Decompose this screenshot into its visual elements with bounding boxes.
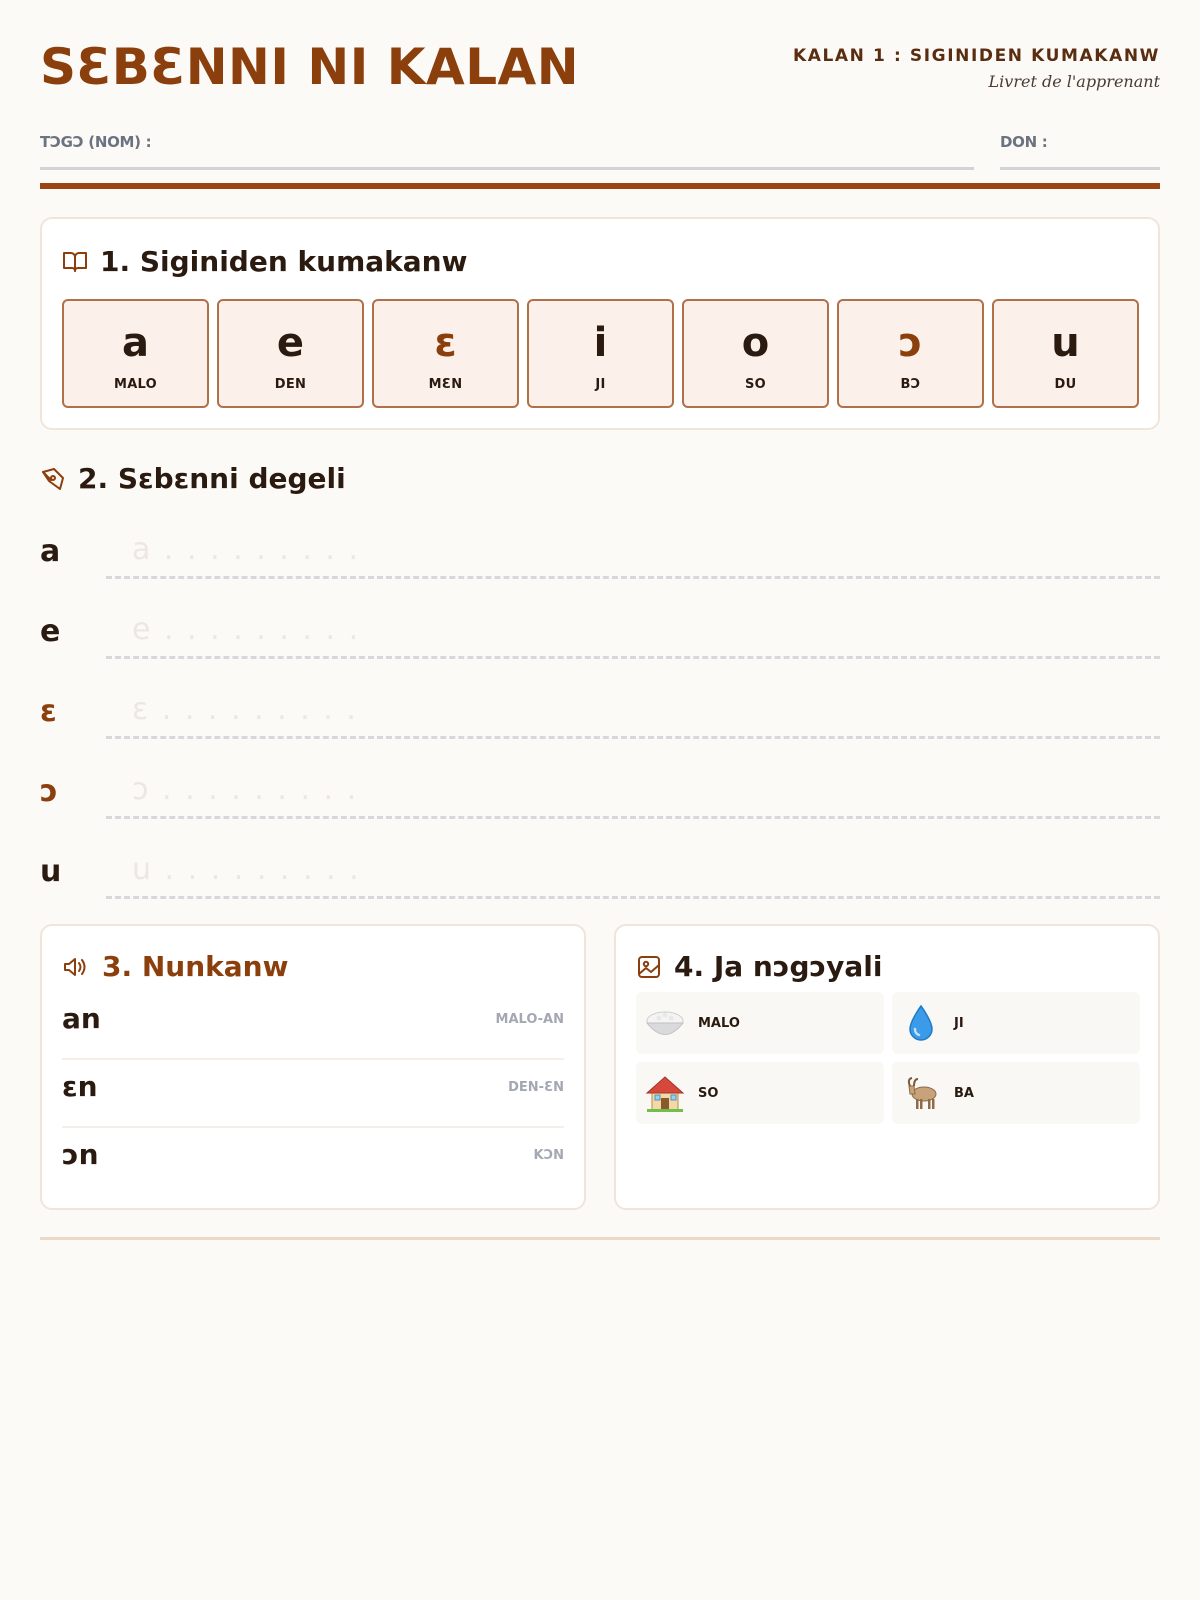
trace-line: [106, 816, 1160, 819]
pen-nib-icon: [40, 466, 66, 492]
vowel-word: SO: [744, 377, 766, 392]
trace-letter: u: [40, 854, 62, 889]
syllable-hint: DEN-ƐN: [508, 1080, 564, 1095]
picture-item[interactable]: [892, 992, 1140, 1054]
vowel-tile[interactable]: [682, 299, 829, 408]
syllable-hint: MALO-AN: [495, 1012, 564, 1027]
section-2-title: 2. Sɛbɛnni degeli: [78, 462, 346, 495]
water-drop-icon: [900, 1002, 942, 1044]
vowel-word: MƐN: [428, 377, 463, 392]
date-label: DON :: [1000, 133, 1048, 151]
picture-item[interactable]: [892, 1062, 1140, 1124]
section-3-title: 3. Nunkanw: [102, 950, 289, 983]
section-4-heading: [636, 950, 882, 983]
header-divider: [40, 183, 1160, 189]
syllable-row[interactable]: [62, 992, 564, 1060]
house-icon: [644, 1072, 686, 1114]
trace-guide: ɛ . . . . . . . . .: [132, 692, 358, 727]
trace-line: [106, 736, 1160, 739]
vowel-glyph: e: [276, 320, 305, 366]
vowel-glyph: o: [741, 320, 770, 366]
trace-guide: e . . . . . . . . .: [132, 612, 361, 647]
speaker-icon: [62, 955, 90, 979]
tracing-row[interactable]: [40, 760, 1160, 840]
vowel-word: JI: [595, 377, 606, 392]
syllable-hint: KƆN: [533, 1148, 564, 1163]
vowel-glyph: i: [593, 320, 608, 366]
vowels-card: [40, 217, 1160, 430]
pictures-card: [614, 924, 1160, 1210]
image-icon: [636, 954, 662, 980]
syllable-row[interactable]: [62, 1060, 564, 1128]
trace-guide: u . . . . . . . . .: [132, 852, 361, 887]
booklet-subtitle: Livret de l'apprenant: [988, 72, 1160, 91]
tracing-row[interactable]: [40, 520, 1160, 600]
picture-item[interactable]: [636, 992, 884, 1054]
tracing-row[interactable]: [40, 840, 1160, 920]
picture-label: MALO: [698, 1016, 740, 1031]
name-field[interactable]: [40, 132, 974, 170]
trace-letter: ɛ: [40, 694, 57, 729]
section-1-heading: [62, 245, 467, 278]
tracing-row[interactable]: [40, 680, 1160, 760]
rice-bowl-icon: [644, 1002, 686, 1044]
section-1-title: 1. Siginiden kumakanw: [100, 245, 468, 278]
goat-icon: [900, 1072, 942, 1114]
syllable-row[interactable]: [62, 1128, 564, 1196]
trace-letter: e: [40, 614, 61, 649]
picture-item[interactable]: [636, 1062, 884, 1124]
tracing-row[interactable]: [40, 600, 1160, 680]
picture-label: JI: [954, 1016, 964, 1031]
vowel-tile[interactable]: [527, 299, 674, 408]
trace-guide: a . . . . . . . . .: [132, 532, 361, 567]
vowel-glyph: a: [122, 320, 149, 366]
lesson-title: KALAN 1 : SIGINIDEN KUMAKANW: [792, 46, 1160, 66]
vowel-word: DU: [1054, 377, 1077, 392]
syllable: ɔn: [62, 1138, 99, 1171]
vowel-tile[interactable]: [837, 299, 984, 408]
trace-line: [106, 656, 1160, 659]
vowel-tile[interactable]: [992, 299, 1139, 408]
vowel-word: DEN: [274, 377, 307, 392]
name-label: TƆGƆ (NOM) :: [40, 133, 152, 151]
vowel-tiles: [62, 299, 1139, 408]
section-3-heading: [62, 950, 288, 983]
trace-letter: ɔ: [40, 774, 58, 809]
vowel-glyph: ɔ: [898, 320, 923, 366]
trace-line: [106, 896, 1160, 899]
vowel-word: MALO: [113, 377, 158, 392]
picture-label: BA: [954, 1086, 974, 1101]
picture-label: SO: [698, 1086, 719, 1101]
syllable: ɛn: [62, 1070, 98, 1103]
vowel-glyph: ɛ: [434, 320, 457, 366]
vowel-word: BƆ: [900, 377, 921, 392]
vowel-glyph: u: [1051, 320, 1080, 366]
vowel-tile[interactable]: [372, 299, 519, 408]
section-4-title: 4. Ja nɔgɔyali: [674, 950, 883, 983]
trace-guide: ɔ . . . . . . . . .: [132, 772, 359, 807]
trace-letter: a: [40, 534, 61, 569]
footer-divider: [40, 1237, 1160, 1240]
syllable: an: [62, 1002, 101, 1035]
vowel-tile[interactable]: [217, 299, 364, 408]
vowel-tile[interactable]: [62, 299, 209, 408]
trace-line: [106, 576, 1160, 579]
page-title: SƐBƐNNI NI KALAN: [40, 38, 580, 96]
open-book-icon: [62, 250, 88, 274]
section-2-heading: [40, 462, 346, 495]
date-field[interactable]: [1000, 132, 1160, 170]
syllables-card: [40, 924, 586, 1210]
